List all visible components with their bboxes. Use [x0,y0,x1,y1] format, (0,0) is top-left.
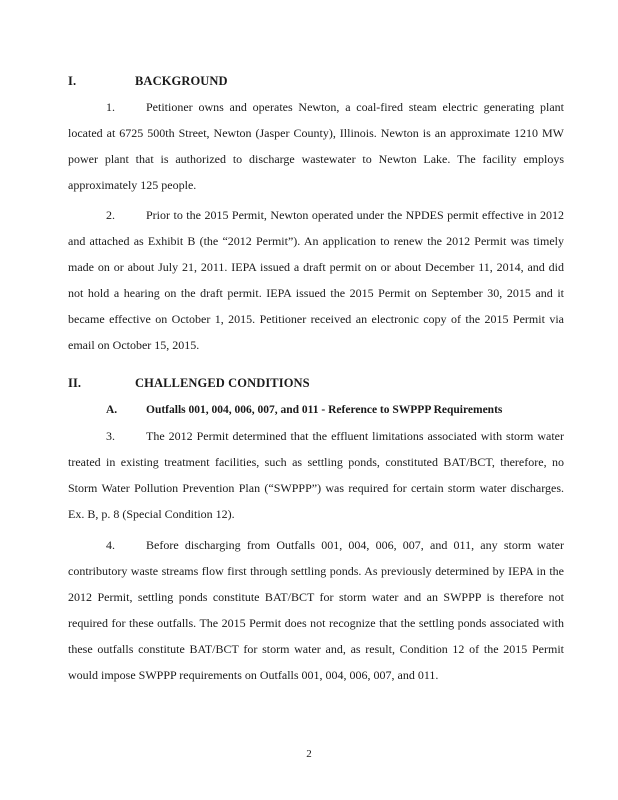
paragraph-3 [68,423,564,527]
section-heading-challenged-conditions [68,376,310,391]
section-number: I. [68,74,77,88]
paragraph-text: Petitioner owns and operates Newton, a coal-fired steam electric generating plant located at 6725 500th Street, Newton (Jasper County), Illinois. Newton is an approximate 1210 MW power plant that is authorized to discharge wastewater to Newton Lake. The facility employs approximately 125 people. [68,100,564,192]
subsection-title: Outfalls 001, 004, 006, 007, and 011 - Reference to SWPPP Requirements [146,404,503,416]
page-number: 2 [306,748,312,760]
section-heading-background [68,74,228,89]
section-title: CHALLENGED CONDITIONS [135,376,310,390]
paragraph-text: Prior to the 2015 Permit, Newton operated under the NPDES permit effective in 2012 and attached as Exhibit B (the “2012 Permit”). An application to renew the 2012 Permit was timely made on or about July 21, 2011. IEPA issued a draft permit on or about December 11, 2014, and did not hold a hearing on the draft permit. IEPA issued the 2015 Permit on September 30, 2015 and it became effective on October 1, 2015. Petitioner received an electronic copy of the 2015 Permit via email on October 15, 2015. [68,208,564,352]
paragraph-number: 3. [106,429,115,443]
paragraph-number: 2. [106,208,115,222]
section-number: II. [68,376,82,390]
paragraph-1 [68,94,564,198]
paragraph-4 [68,532,564,688]
paragraph-number: 1. [106,100,115,114]
paragraph-2 [68,202,564,358]
section-title: BACKGROUND [135,74,228,88]
paragraph-text: The 2012 Permit determined that the effluent limitations associated with storm water treated in existing treatment facilities, such as settling ponds, constituted BAT/BCT, therefore, no Storm Water Pollution Prevention Plan (“SWPPP”) was required for certain storm water discharges. Ex. B, p. 8 (Special Condition 12). [68,429,564,521]
subsection-letter: A. [106,404,118,416]
subsection-heading [106,404,566,416]
paragraph-number: 4. [106,538,115,552]
paragraph-text: Before discharging from Outfalls 001, 004, 006, 007, and 011, any storm water contributory waste streams flow first through settling ponds. As previously determined by IEPA in the 2012 Permit, settling ponds constitute BAT/BCT for storm water and an SWPPP is therefore not required for these outfalls. The 2015 Permit does not recognize that the settling ponds associated with these outfalls constitute BAT/BCT for storm water and, as result, Condition 12 of the 2015 Permit would impose SWPPP requirements on Outfalls 001, 004, 006, 007, and 011. [68,538,564,682]
